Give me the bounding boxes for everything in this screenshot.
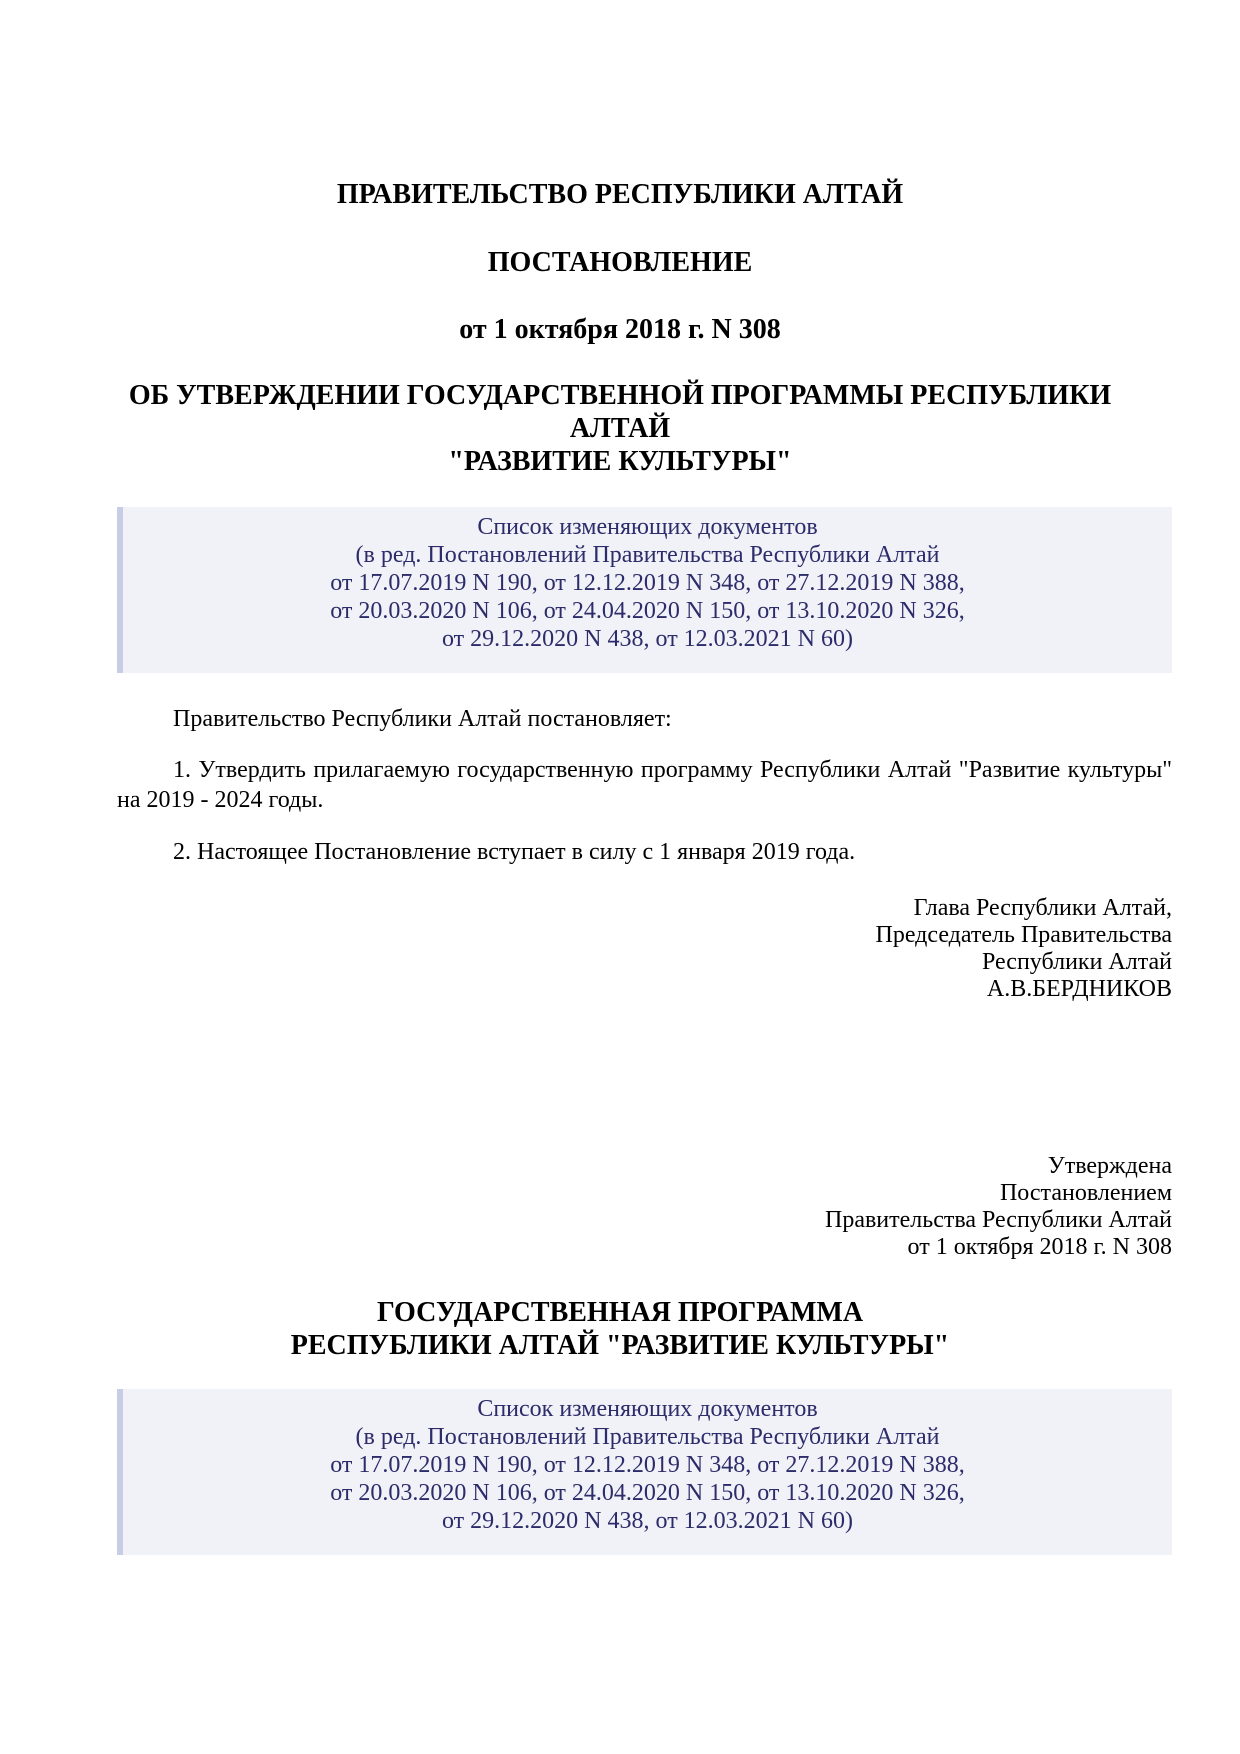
- revision-line: от 29.12.2020 N 438, от 12.03.2021 N 60): [442, 1508, 853, 1534]
- resolution-title-line: АЛТАЙ: [569, 413, 671, 444]
- signature-line: Председатель Правительства: [875, 922, 1172, 948]
- approval-line: Утверждена: [1047, 1153, 1172, 1179]
- item-2-paragraph: 2. Настоящее Постановление вступает в силу с 1 января 2019 года.: [173, 839, 856, 865]
- approval-line: Постановлением: [999, 1180, 1172, 1206]
- resolution-title-line: ОБ УТВЕРЖДЕНИИ ГОСУДАРСТВЕННОЙ ПРОГРАММЫ РЕСПУБЛИКИ: [128, 380, 1112, 411]
- resolution-title-line: "РАЗВИТИЕ КУЛЬТУРЫ": [448, 446, 792, 477]
- signature-block: [876, 895, 1173, 1003]
- program-title-line: ГОСУДАРСТВЕННАЯ ПРОГРАММА: [376, 1297, 864, 1328]
- revision-line: Список изменяющих документов: [477, 1396, 818, 1422]
- revision-line: от 20.03.2020 N 106, от 24.04.2020 N 150, от 13.10.2020 N 326,: [330, 598, 965, 624]
- revision-list-box: [117, 1389, 1172, 1555]
- revision-line: от 17.07.2019 N 190, от 12.12.2019 N 348, от 27.12.2019 N 388,: [330, 570, 965, 596]
- signature-line: Глава Республики Алтай,: [913, 895, 1172, 921]
- item-1-paragraph: 1. Утвердить прилагаемую государственную программу Республики Алтай "Развитие культуры" на 2019 - 2024 годы.: [117, 757, 1172, 813]
- revision-line: от 17.07.2019 N 190, от 12.12.2019 N 348, от 27.12.2019 N 388,: [330, 1452, 965, 1478]
- approval-line: от 1 октября 2018 г. N 308: [907, 1234, 1172, 1260]
- revision-line: от 29.12.2020 N 438, от 12.03.2021 N 60): [442, 626, 853, 652]
- resolution-title: [0, 379, 1240, 478]
- revision-line: (в ред. Постановлений Правительства Республики Алтай: [355, 542, 940, 568]
- program-title-line: РЕСПУБЛИКИ АЛТАЙ "РАЗВИТИЕ КУЛЬТУРЫ": [290, 1330, 950, 1361]
- intro-paragraph: Правительство Республики Алтай постановляет:: [173, 706, 672, 732]
- signer-name: А.В.БЕРДНИКОВ: [986, 976, 1172, 1002]
- approval-block: [825, 1153, 1172, 1261]
- revision-line: от 20.03.2020 N 106, от 24.04.2020 N 150, от 13.10.2020 N 326,: [330, 1480, 965, 1506]
- revision-line: Список изменяющих документов: [477, 514, 818, 540]
- approval-line: Правительства Республики Алтай: [824, 1207, 1172, 1233]
- revision-list-box: [117, 507, 1172, 673]
- document-type-heading: ПОСТАНОВЛЕНИЕ: [487, 247, 753, 278]
- signature-line: Республики Алтай: [982, 949, 1172, 975]
- organization-heading: ПРАВИТЕЛЬСТВО РЕСПУБЛИКИ АЛТАЙ: [336, 179, 904, 210]
- revision-line: (в ред. Постановлений Правительства Республики Алтай: [355, 1424, 940, 1450]
- program-title: [0, 1296, 1240, 1362]
- date-number-heading: от 1 октября 2018 г. N 308: [459, 314, 781, 345]
